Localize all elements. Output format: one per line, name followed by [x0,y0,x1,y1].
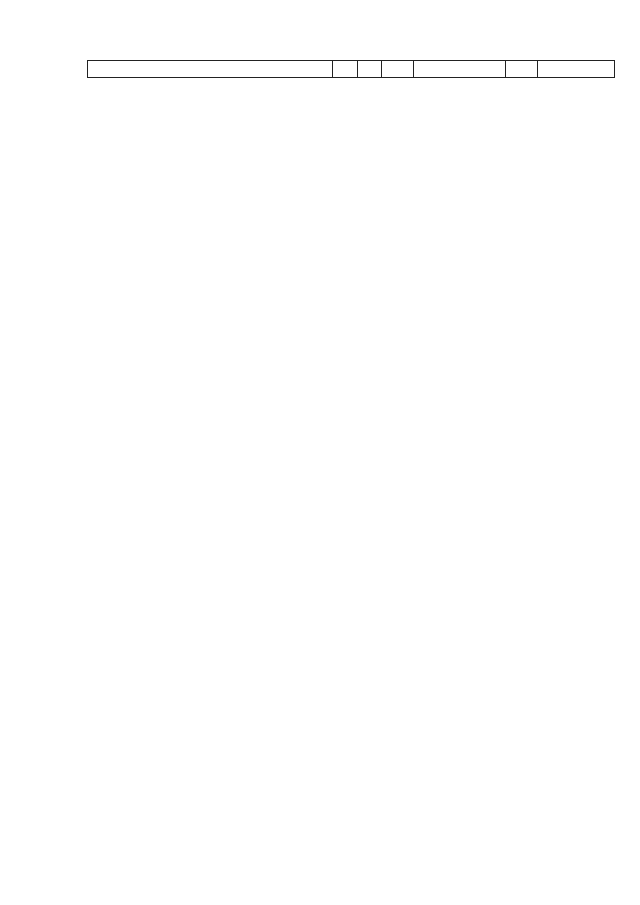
table-header [87,60,615,78]
